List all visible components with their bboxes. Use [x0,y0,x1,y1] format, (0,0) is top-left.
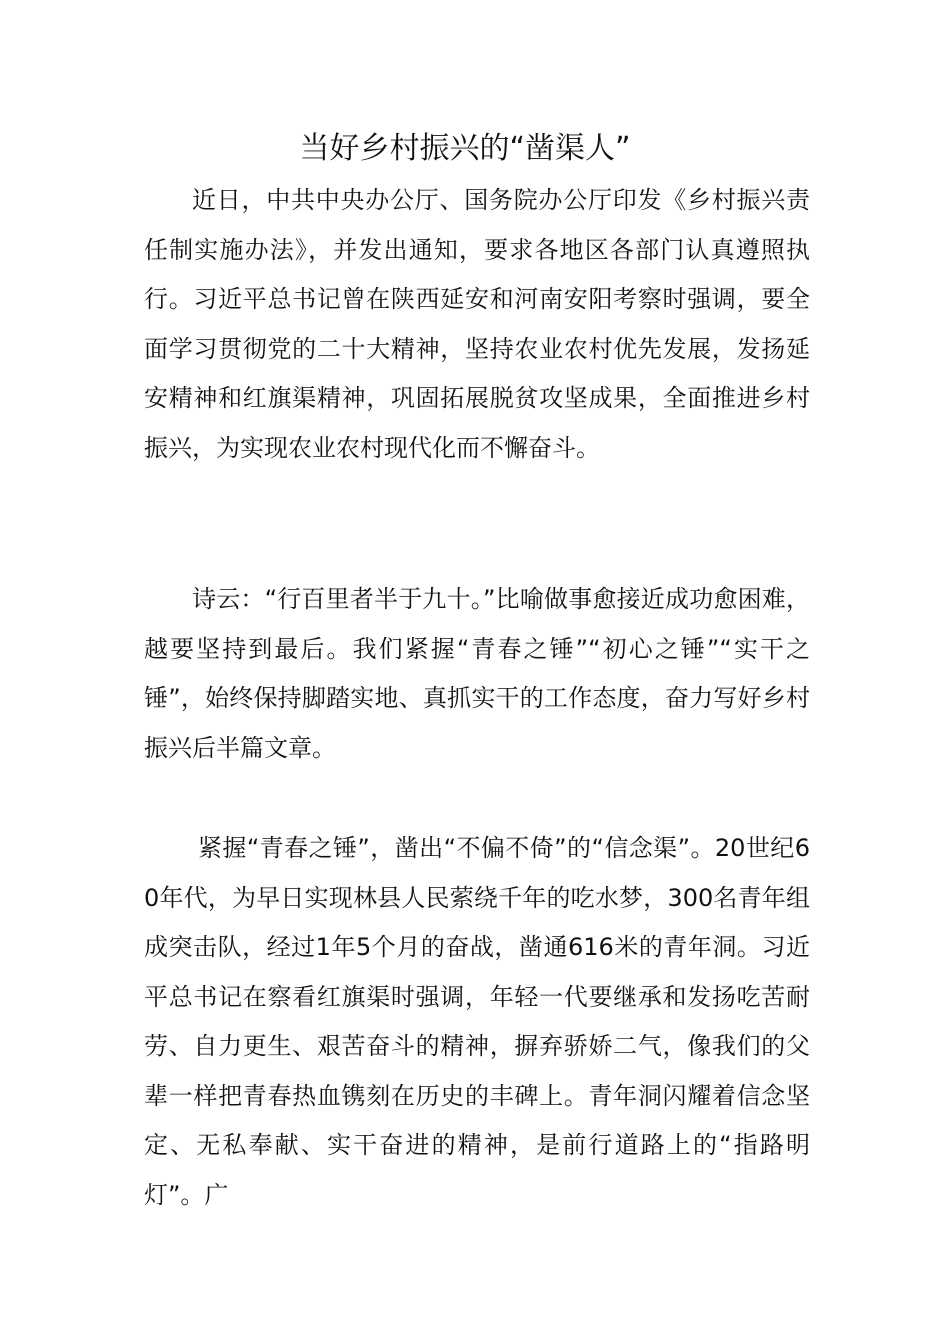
paragraph-2: 诗云：“行百里者半于九十。”比喻做事愈接近成功愈困难，越要坚持到最后。我们紧握“青春之锤”“初心之锤”“实干之锤”，始终保持脚踏实地、真抓实干的工作态度，奋力写好乡村振兴后半篇文章。 [144,585,810,762]
paragraph-3: 紧握“青春之锤”，凿出“不偏不倚”的“信念渠”。20世纪60年代，为早日实现林县人民萦绕千年的吃水梦，300名青年组成突击队，经过1年5个月的奋战，凿通616米的青年洞。习近平总书记在察看红旗渠时强调，年轻一代要继承和发扬吃苦耐劳、自力更生、艰苦奋斗的精神，摒弃骄娇二气，像我们的父辈一样把青春热血镌刻在历史的丰碑上。青年洞闪耀着信念坚定、无私奉献、实干奋进的精神，是前行道路上的“指路明灯”。广 [144,834,810,1209]
document-title: 当好乡村振兴的“凿渠人” [299,131,631,166]
paragraph-1: 近日，中共中央办公厅、国务院办公厅印发《乡村振兴责任制实施办法》，并发出通知，要求各地区各部门认真遵照执行。习近平总书记曾在陕西延安和河南安阳考察时强调，要全面学习贯彻党的二十大精神，坚持农业农村优先发展，发扬延安精神和红旗渠精神，巩固拓展脱贫攻坚成果，全面推进乡村振兴，为实现农业农村现代化而不懈奋斗。 [144,186,810,462]
